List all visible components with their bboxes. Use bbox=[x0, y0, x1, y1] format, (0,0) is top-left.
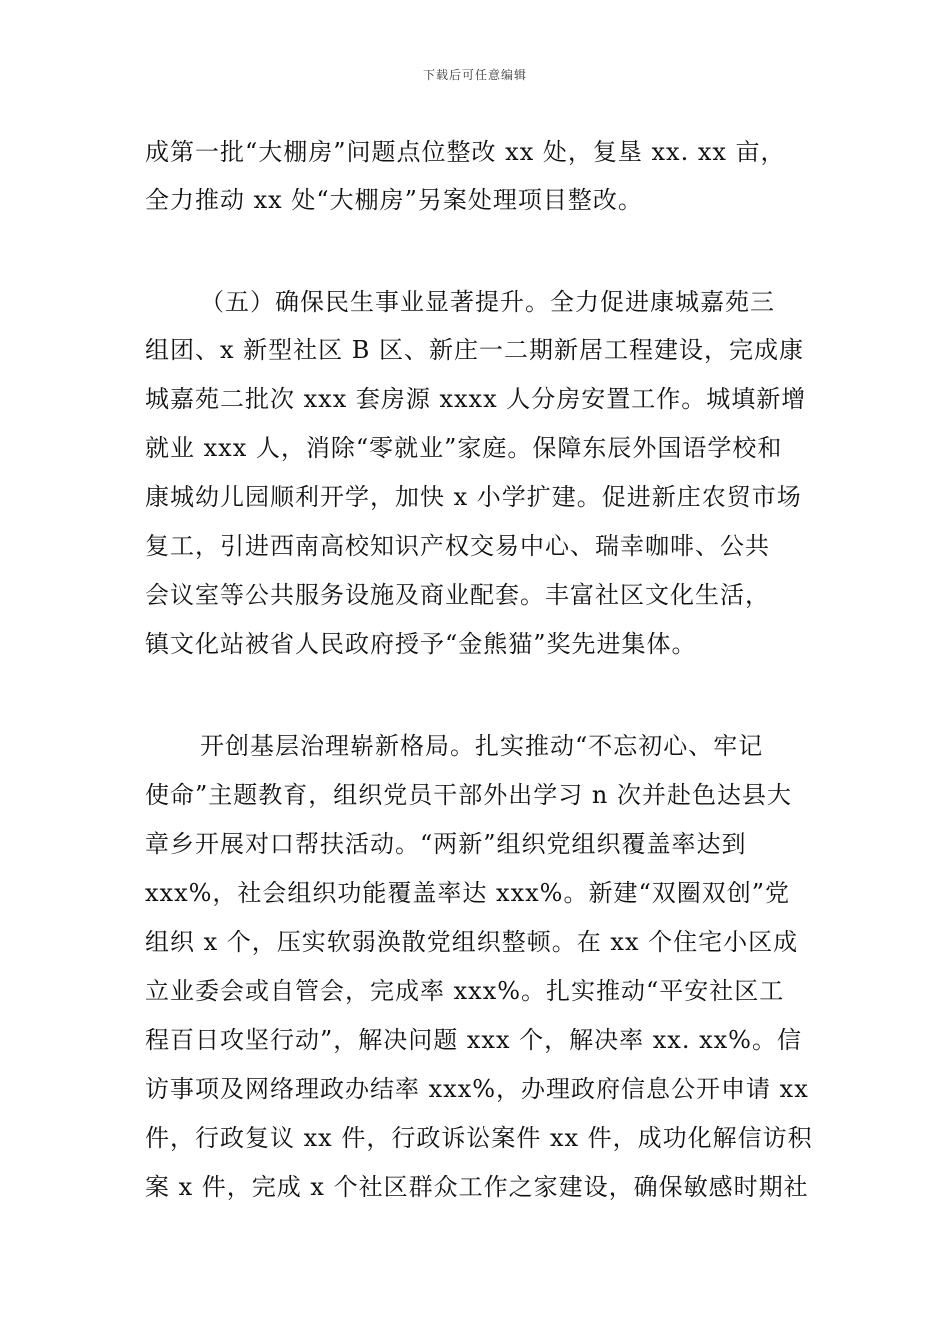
text-line: 就业 xxx 人，消除“零就业”家庭。保障东辰外国语学校和 bbox=[145, 434, 783, 462]
text-line: 案 x 件，完成 x 个社区群众工作之家建设，确保敏感时期社 bbox=[145, 1173, 809, 1201]
section-heading-line: 开创基层治理崭新格局。扎实推动“不忘初心、牢记 bbox=[200, 732, 764, 760]
text-line: 立业委会或自管会，完成率 xxx%。扎实推动“平安社区工 bbox=[145, 977, 785, 1005]
text-line: 成第一批“大棚房”问题点位整改 xx 处，复垦 xx. xx 亩， bbox=[145, 138, 786, 166]
text-line: xxx%，社会组织功能覆盖率达 xxx%。新建“双圈双创”党 bbox=[145, 879, 790, 907]
text-line: 复工，引进西南高校知识产权交易中心、瑞幸咖啡、公共 bbox=[145, 532, 770, 560]
text-line: 镇文化站被省人民政府授予“金熊猫”奖先进集体。 bbox=[145, 630, 697, 658]
text-line: 程百日攻坚行动”，解决问题 xxx 个，解决率 xx. xx%。信 bbox=[145, 1026, 802, 1054]
text-line: 会议室等公共服务设施及商业配套。丰富社区文化生活， bbox=[145, 581, 770, 609]
text-line: 访事项及网络理政办结率 xxx%，办理政府信息公开申请 xx bbox=[145, 1075, 809, 1103]
text-line: 使命”主题教育，组织党员干部外出学习 n 次并赴色达县大 bbox=[145, 781, 792, 809]
text-line: 组团、x 新型社区 B 区、新庄一二期新居工程建设，完成康 bbox=[145, 336, 805, 364]
text-line: 康城幼儿园顺利开学，加快 x 小学扩建。促进新庄农贸市场 bbox=[145, 483, 802, 511]
text-line: 全力推动 xx 处“大棚房”另案处理项目整改。 bbox=[145, 186, 643, 214]
text-line: 组织 x 个，压实软弱涣散党组织整顿。在 xx 个住宅小区成 bbox=[145, 928, 799, 956]
page-header: 下载后可任意编辑 bbox=[422, 68, 527, 82]
text-line: 章乡开展对口帮扶活动。“两新”组织党组织覆盖率达到 bbox=[145, 830, 747, 858]
text-line: 城嘉苑二批次 xxx 套房源 xxxx 人分房安置工作。城填新增 bbox=[145, 385, 807, 413]
section-heading-line: （五）确保民生事业显著提升。全力促进康城嘉苑三 bbox=[200, 288, 775, 316]
text-line: 件，行政复议 xx 件，行政诉讼案件 xx 件，成功化解信访积 bbox=[145, 1124, 813, 1152]
